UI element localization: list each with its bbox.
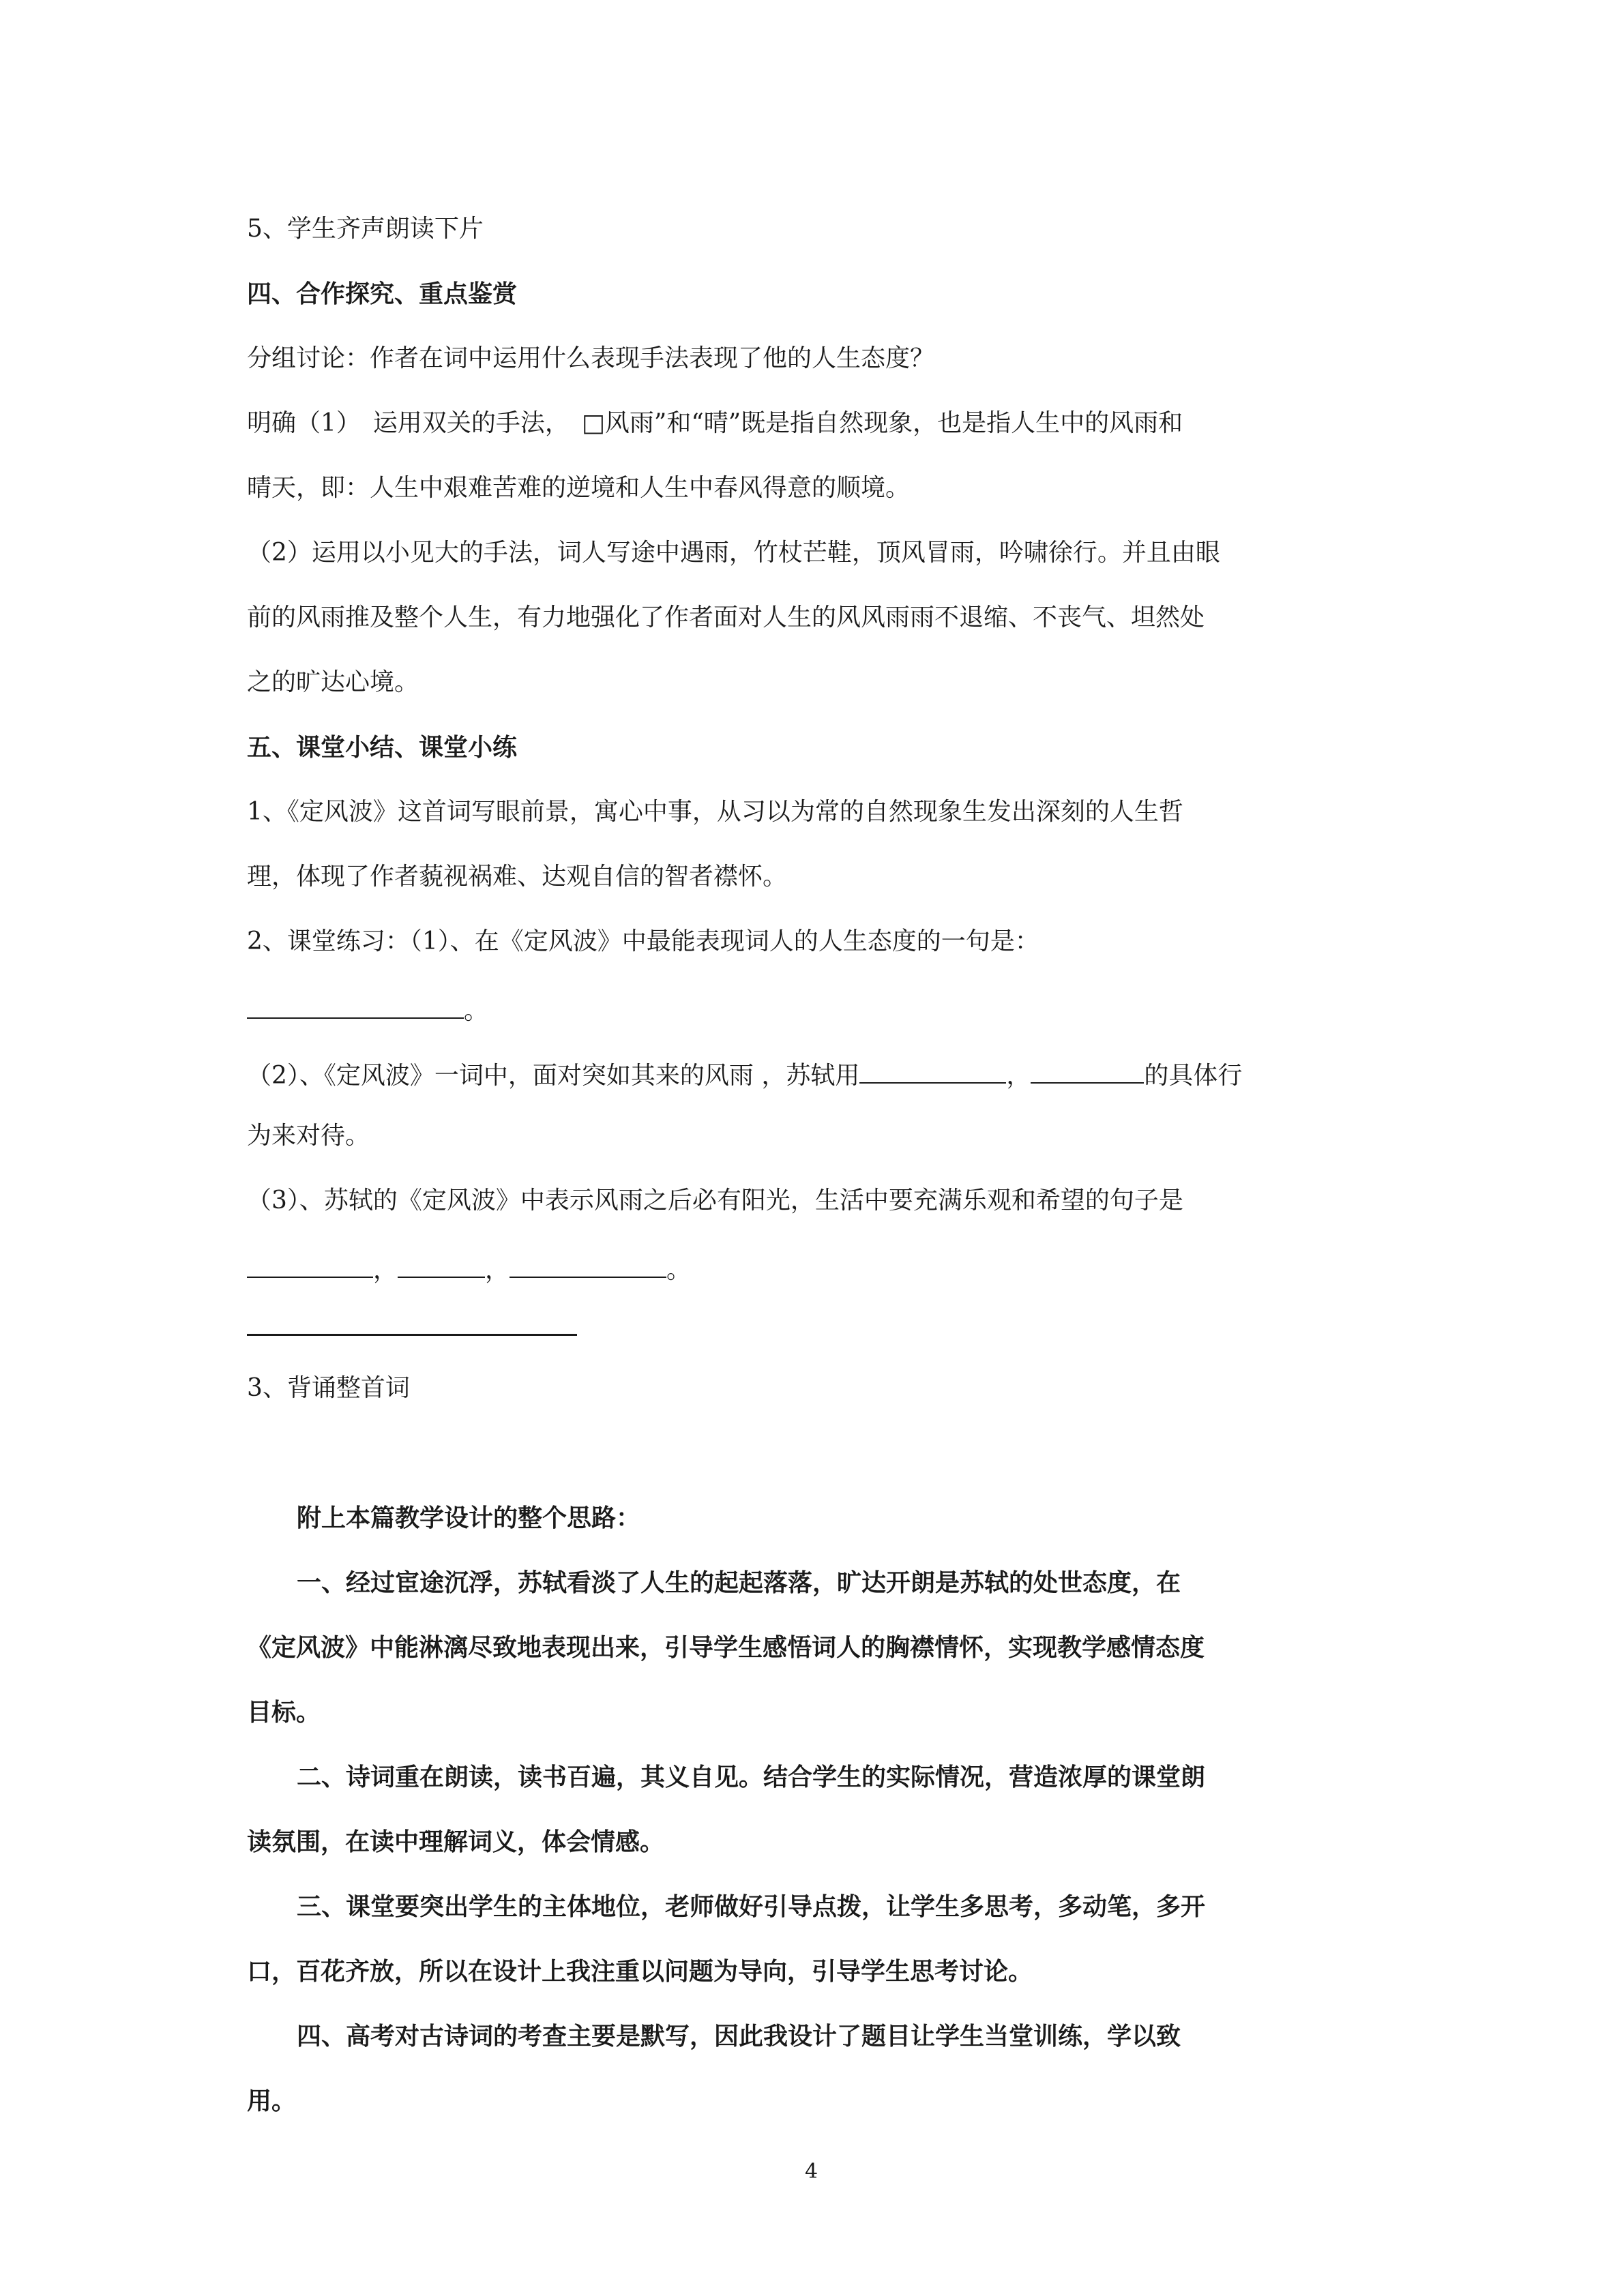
exercise-line-2: （2）、《定风波》一词中，面对突如其来的风雨 ，苏轼用 ， 的具体行 — [247, 1059, 1242, 1088]
appendix-point-4: 四、高考对古诗词的考查主要是默写，因此我设计了题目让学生当堂训练，学以致 — [297, 2022, 1181, 2051]
appendix-title: 附上本篇教学设计的整个思路： — [297, 1504, 641, 1532]
appendix-point-2-cont: 读氛围，在读中理解词义，体会情感。 — [247, 1828, 665, 1856]
appendix-point-1-cont: 《定风波》中能淋漓尽致地表现出来，引导学生感悟词人的胸襟情怀，实现教学感情态度 — [247, 1633, 1205, 1662]
answer-blank[interactable] — [510, 1253, 666, 1278]
answer-blank[interactable] — [247, 1253, 373, 1278]
appendix-point-3: 三、课堂要突出学生的主体地位，老师做好引导点拨，让学生多思考，多动笔，多开 — [297, 1892, 1206, 1921]
answer-blank[interactable] — [398, 1253, 485, 1278]
exercise-blank-line-2: ， ， 。 — [247, 1253, 691, 1283]
answer-blank[interactable] — [859, 1059, 1006, 1084]
exercise-line-4: （3）、苏轼的《定风波》中表示风雨之后必有阳光，生活中要充满乐观和希望的句子是 — [247, 1187, 1183, 1214]
appendix-point-2: 二、诗词重在朗读，读书百遍，其义自见。结合学生的实际情况，营造浓厚的课堂朗 — [297, 1763, 1206, 1791]
line-item-5: 5、学生齐声朗读下片 — [247, 215, 484, 243]
exercise-line-3: 为来对待。 — [247, 1122, 370, 1150]
appendix-point-1-end: 目标。 — [247, 1698, 321, 1727]
appendix-point-4-cont: 用。 — [247, 2087, 297, 2115]
discussion-question: 分组讨论：作者在词中运用什么表现手法表现了他的人生态度？ — [247, 344, 935, 372]
summary-line-1: 1、《定风波》这首词写眼前景，寓心中事，从习以为常的自然现象生发出深刻的人生哲 — [247, 798, 1183, 826]
answer-line-1: 明确（1） 运用双关的手法， □风雨”和“晴”既是指自然现象，也是指人生中的风雨和 — [247, 409, 1183, 437]
exercise-line-1: 2、课堂练习：（1）、在《定风波》中最能表现词人的人生态度的一句是： — [247, 927, 1039, 955]
answer-blank[interactable] — [1031, 1059, 1144, 1084]
page-number: 4 — [805, 2160, 818, 2183]
answer-line-5: 之的旷达心境。 — [247, 668, 419, 696]
section-heading-5: 五、课堂小结、课堂小练 — [247, 733, 518, 762]
answer-line-4: 前的风雨推及整个人生，有力地强化了作者面对人生的风风雨雨不退缩、不丧气、坦然处 — [247, 603, 1205, 631]
section-heading-4: 四、合作探究、重点鉴赏 — [247, 280, 518, 308]
answer-line-3: （2）运用以小见大的手法，词人写途中遇雨，竹杖芒鞋，顶风冒雨，吟啸徐行。并且由眼 — [247, 539, 1220, 567]
appendix-point-1: 一、经过宦途沉浮，苏轼看淡了人生的起起落落，旷达开朗是苏轼的处世态度，在 — [297, 1568, 1181, 1597]
answer-blank[interactable] — [247, 994, 464, 1019]
answer-line-2: 晴天，即：人生中艰难苦难的逆境和人生中春风得意的顺境。 — [247, 474, 911, 502]
summary-line-2: 理，体现了作者藐视祸难、达观自信的智者襟怀。 — [247, 863, 788, 891]
recite-line: 3、背诵整首词 — [247, 1374, 410, 1402]
answer-blank-rule[interactable] — [247, 1334, 577, 1336]
exercise-blank-line-1: 。 — [247, 994, 488, 1024]
appendix-point-3-cont: 口，百花齐放，所以在设计上我注重以问题为导向，引导学生思考讨论。 — [247, 1957, 1033, 1986]
